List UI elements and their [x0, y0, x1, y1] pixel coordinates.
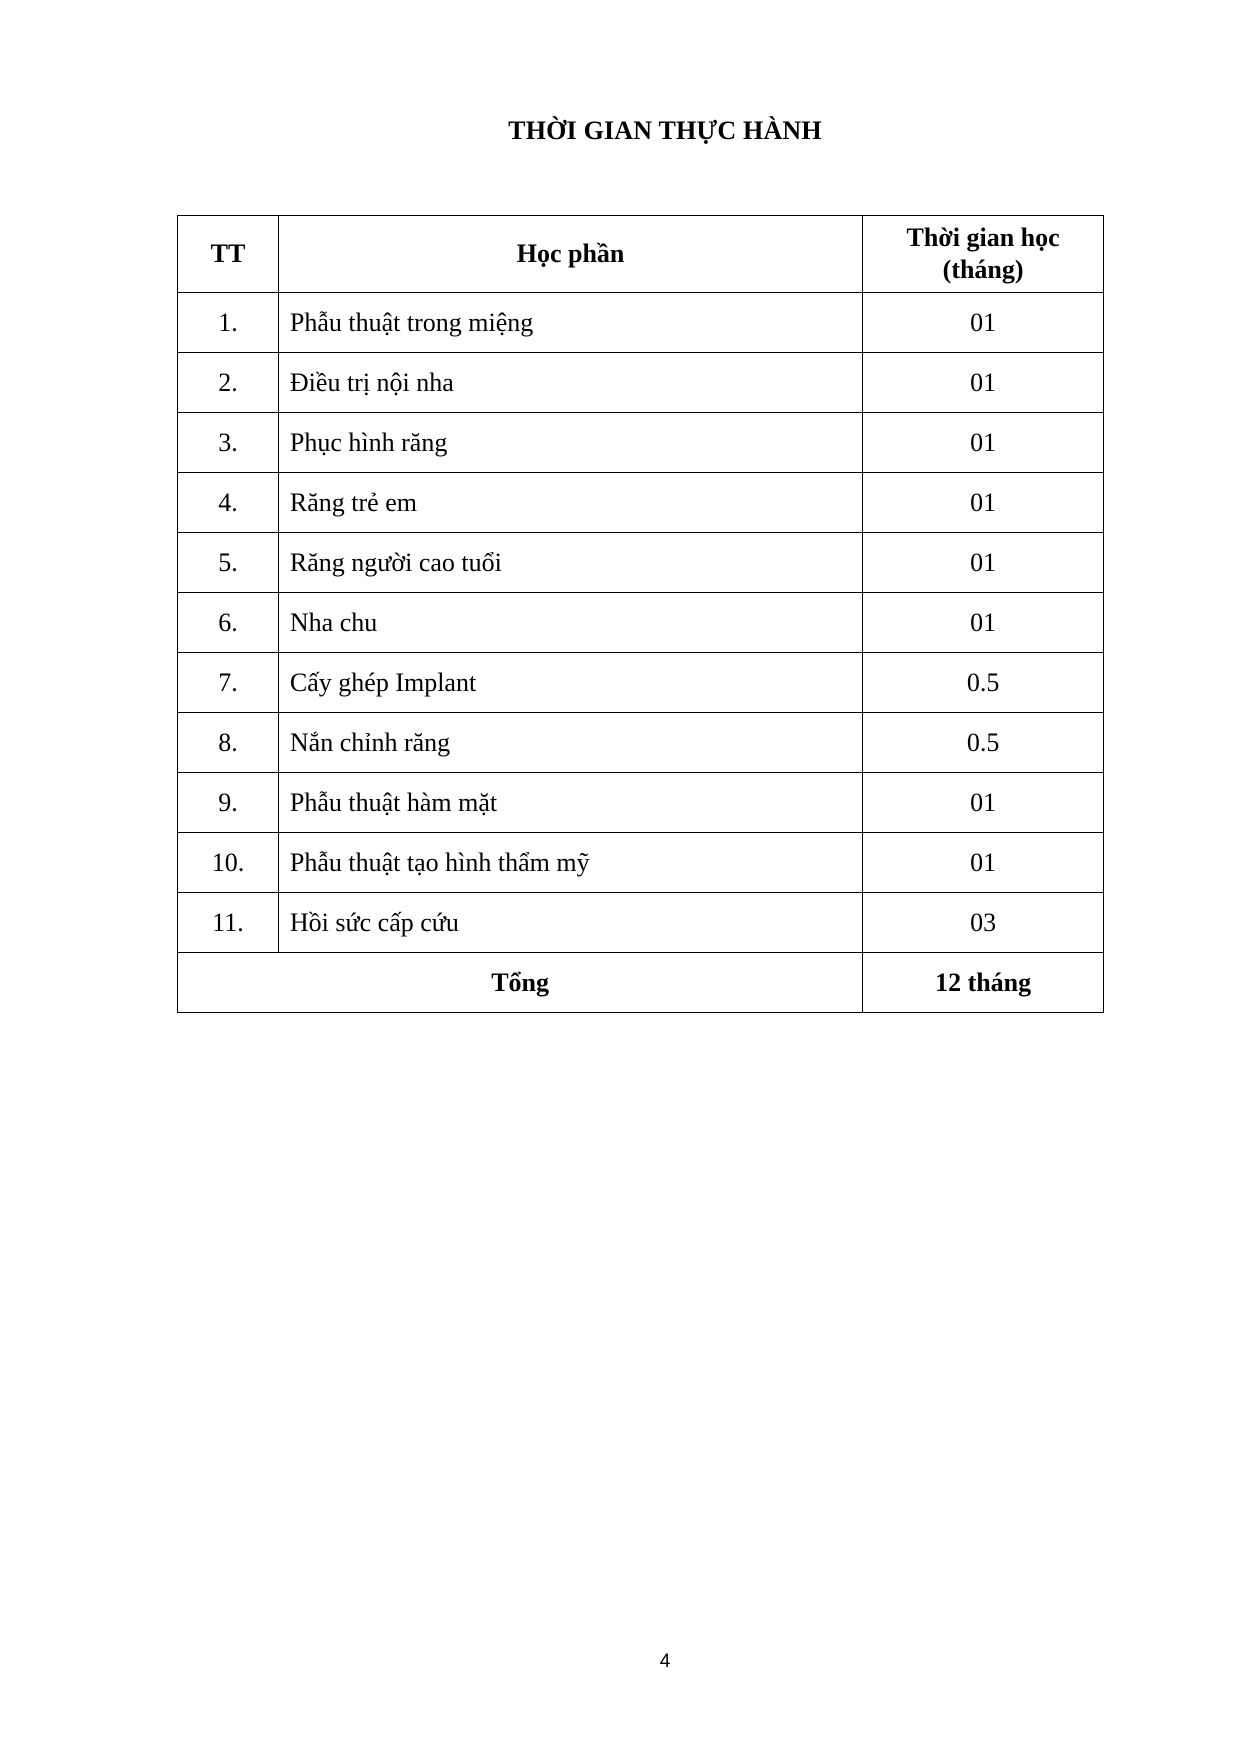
table-row: [178, 773, 1104, 833]
row-tt: 10.: [178, 833, 279, 893]
table-header-row: [178, 216, 1104, 293]
total-value: 12 tháng: [863, 953, 1104, 1013]
header-duration: [863, 216, 1104, 293]
table-row: [178, 293, 1104, 353]
row-tt: 2.: [178, 353, 279, 413]
row-tt: 1.: [178, 293, 279, 353]
row-subject: Răng người cao tuổi: [278, 533, 862, 593]
row-duration: 0.5: [863, 653, 1104, 713]
row-subject: Phẫu thuật trong miệng: [278, 293, 862, 353]
page-title: THỜI GIAN THỰC HÀNH: [508, 116, 822, 145]
table-row: [178, 533, 1104, 593]
table-row: [178, 473, 1104, 533]
row-duration: 0.5: [863, 713, 1104, 773]
row-duration: 01: [863, 833, 1104, 893]
row-tt: 4.: [178, 473, 279, 533]
row-subject: Phẫu thuật hàm mặt: [278, 773, 862, 833]
row-duration: 01: [863, 353, 1104, 413]
row-duration: 01: [863, 773, 1104, 833]
row-duration: 01: [863, 533, 1104, 593]
row-tt: 6.: [178, 593, 279, 653]
practice-time-table: [177, 215, 1104, 1013]
row-tt: 3.: [178, 413, 279, 473]
row-duration: 01: [863, 413, 1104, 473]
table-row: [178, 713, 1104, 773]
header-subject: Học phần: [278, 216, 862, 293]
table-row: [178, 653, 1104, 713]
row-tt: 8.: [178, 713, 279, 773]
row-subject: Điều trị nội nha: [278, 353, 862, 413]
row-tt: 5.: [178, 533, 279, 593]
total-row: [178, 953, 1104, 1013]
row-subject: Nha chu: [278, 593, 862, 653]
row-duration: 03: [863, 893, 1104, 953]
row-subject: Phẫu thuật tạo hình thẩm mỹ: [278, 833, 862, 893]
row-subject: Nắn chỉnh răng: [278, 713, 862, 773]
table-row: [178, 353, 1104, 413]
row-subject: Cấy ghép Implant: [278, 653, 862, 713]
row-duration: 01: [863, 593, 1104, 653]
header-tt: TT: [178, 216, 279, 293]
row-tt: 11.: [178, 893, 279, 953]
table-row: [178, 893, 1104, 953]
total-label: Tổng: [178, 953, 863, 1013]
table-row: [178, 833, 1104, 893]
page-number: 4: [659, 1651, 671, 1672]
header-duration-line2: (tháng): [942, 255, 1024, 284]
row-subject: Phục hình răng: [278, 413, 862, 473]
row-duration: 01: [863, 293, 1104, 353]
table-row: [178, 593, 1104, 653]
row-subject: Răng trẻ em: [278, 473, 862, 533]
row-duration: 01: [863, 473, 1104, 533]
header-duration-line1: Thời gian học: [906, 223, 1060, 252]
table-row: [178, 413, 1104, 473]
row-tt: 9.: [178, 773, 279, 833]
row-subject: Hồi sức cấp cứu: [278, 893, 862, 953]
row-tt: 7.: [178, 653, 279, 713]
